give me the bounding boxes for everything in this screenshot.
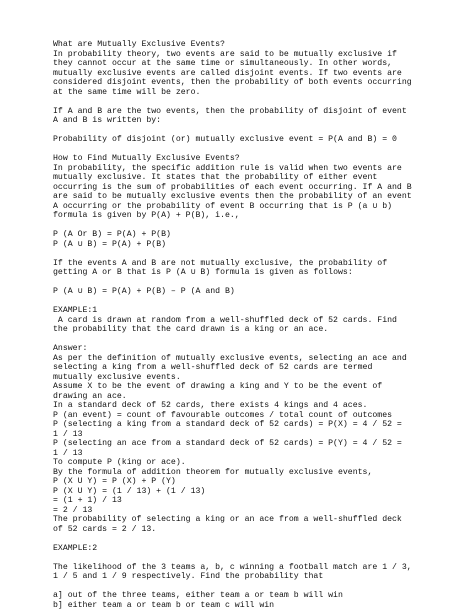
blank-line (53, 145, 471, 155)
text-line: The probability of selecting a king or an ace from a well-shuffled deck (53, 515, 402, 524)
text-line: EXAMPLE:2 (53, 543, 98, 553)
text-line: By the formula of addition theorem for mutually exclusive events, (53, 467, 373, 477)
blank-line (53, 335, 471, 345)
blank-line (53, 97, 471, 107)
blank-line (53, 297, 471, 307)
text-line: = 2 / 13 (53, 505, 93, 515)
text-line: drawing an ace. (53, 391, 127, 401)
text-line: A and B is written by: (53, 116, 162, 125)
text-line: Answer: (53, 344, 88, 353)
text-line: EXAMPLE:1 (53, 306, 98, 315)
blank-line (53, 249, 471, 259)
text-line: mutually exclusive events are called disjoint events. If two events are (53, 68, 402, 78)
text-line: P (A ∪ B) = P(A) + P(B) – P (A and B) (53, 287, 235, 296)
text-line: 1 / 5 and 1 / 9 respectively. Find the probability that (53, 572, 324, 581)
text-line: To compute P (king or ace). (53, 458, 186, 467)
text-line: Probability of disjoint (or) mutually exclusive event = P(A and B) = 0 (53, 135, 397, 144)
text-line: mutually exclusive events. (53, 372, 181, 382)
text-line: If the events A and B are not mutually exclusive, the probability of (53, 258, 388, 268)
text-line: they cannot occur at the same time or simultaneously. In other words, (53, 59, 393, 68)
text-line: P (X U Y) = (1 / 13) + (1 / 13) (53, 486, 206, 496)
text-line: a] out of the three teams, either team a or team b will win (53, 591, 343, 600)
text-line: In a standard deck of 52 cards, there exists 4 kings and 4 aces. (53, 401, 368, 410)
blank-line (53, 534, 471, 544)
text-line: b] either team a or team b or team c will win (53, 600, 275, 610)
text-line: In probability, the specific addition rule is valid when two events are (53, 163, 402, 173)
blank-line (53, 221, 471, 231)
text-line: P (selecting an ace from a standard deck of 52 cards) = P(Y) = 4 / 52 = (53, 439, 402, 448)
blank-line (53, 582, 471, 592)
text-line: selecting a king from a well-shuffled deck of 52 cards are termed (53, 363, 373, 372)
blank-line (53, 553, 471, 563)
text-line: A card is drawn at random from a well-shuffled deck of 52 cards. Find (53, 315, 397, 325)
text-line: How to Find Mutually Exclusive Events? (53, 154, 240, 163)
text-line: A occurring or the probability of event B occurring that is P (a ∪ b) (53, 201, 393, 211)
text-line: 1 / 13 (53, 429, 83, 439)
blank-line (53, 126, 471, 136)
text-line: P (X U Y) = P (X) + P (Y) (53, 477, 176, 486)
text-line: 1 / 13 (53, 448, 83, 458)
text-line: = (1 + 1) / 13 (53, 496, 122, 505)
text-line: The likelihood of the 3 teams a, b, c winning a football match are 1 / 3, (53, 562, 412, 572)
document-body (53, 40, 471, 610)
text-line: mutually exclusive. It states that the probability of either event (53, 173, 378, 182)
blank-line (53, 278, 471, 288)
text-line: Assume X to be the event of drawing a king and Y to be the event of (53, 382, 383, 391)
text-line: formula is given by P(A) + P(B), i.e., (53, 211, 240, 220)
text-line: of 52 cards = 2 / 13. (53, 524, 157, 534)
text-line: considered disjoint events, then the probability of both events occurring (53, 78, 412, 87)
text-line: P (an event) = count of favourable outcomes / total count of outcomes (53, 410, 393, 420)
text-line: In probability theory, two events are said to be mutually exclusive if (53, 49, 397, 59)
text-line: P (selecting a king from a standard deck of 52 cards) = P(X) = 4 / 52 = (53, 420, 402, 429)
text-line: getting A or B that is P (A ∪ B) formula is given as follows: (53, 268, 353, 277)
text-line: As per the definition of mutually exclusive events, selecting an ace and (53, 353, 407, 363)
text-line: occurring is the sum of probabilities of each event occurring. If A and B (53, 182, 412, 192)
text-line: If A and B are the two events, then the probability of disjoint of event (53, 106, 407, 116)
text-line: What are Mutually Exclusive Events? (53, 40, 225, 49)
text-line: P (A Or B) = P(A) + P(B) (53, 230, 171, 239)
text-line: at the same time will be zero. (53, 87, 201, 97)
text-line: P (A ∪ B) = P(A) + P(B) (53, 239, 167, 249)
text-line: are said to be mutually exclusive events then the probability of an event (53, 192, 412, 201)
text-line: the probability that the card drawn is a king or an ace. (53, 325, 329, 334)
